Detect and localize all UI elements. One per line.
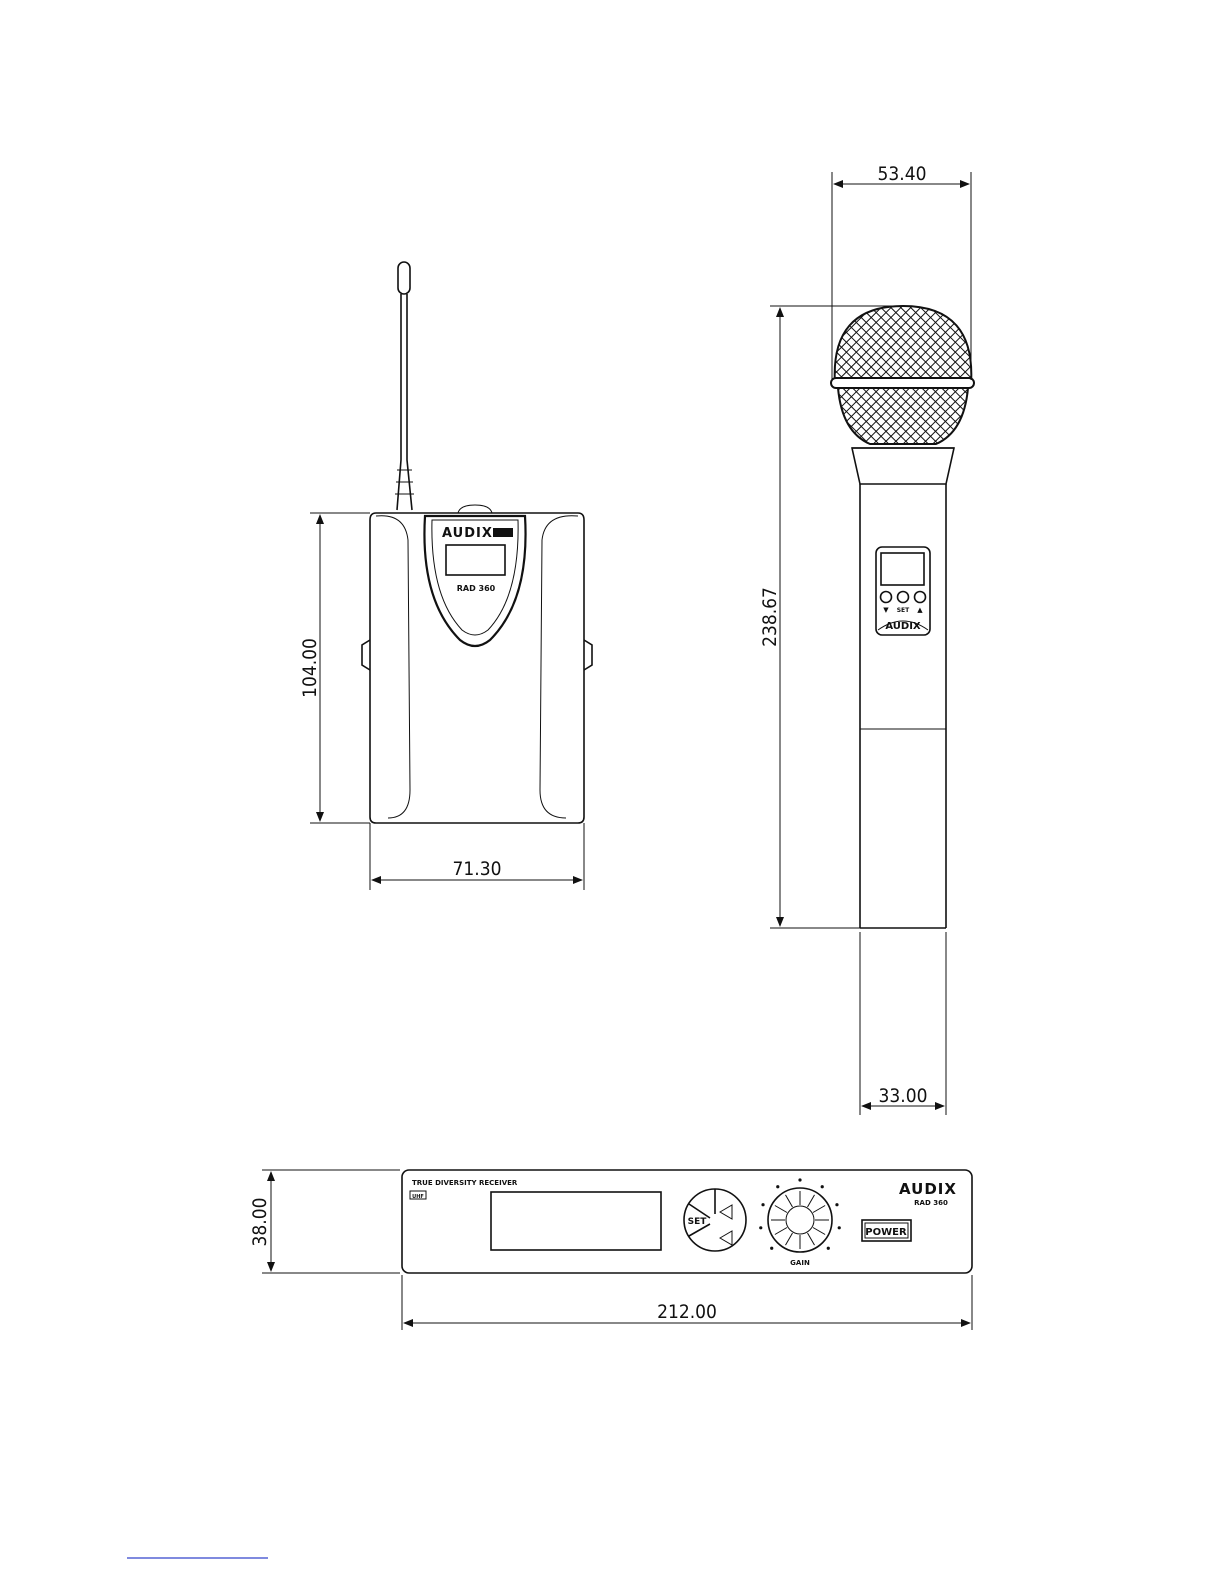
dimension-bodypack-width [370,823,584,890]
gain-scale-dot [761,1203,764,1206]
gain-scale-dot [827,1247,830,1250]
receiver-model: RAD 360 [914,1199,948,1207]
handheld-microphone [831,306,974,928]
mic-set-label: SET [896,607,910,614]
gain-scale-dot [838,1226,841,1229]
knob-rib [808,1195,815,1207]
receiver-gain-knob[interactable] [759,1178,841,1267]
receiver-set-label: SET [687,1217,707,1227]
mic-set-button[interactable] [898,592,909,603]
dimension-receiver-height [249,1170,400,1273]
gain-scale-dot [835,1203,838,1206]
bodypack-model: RAD 360 [456,584,496,593]
bodypack-brand: AUDIX [442,526,493,541]
dimension-receiver-width [402,1275,972,1330]
knob-rib [813,1206,825,1213]
receiver-set-control[interactable] [684,1189,746,1251]
receiver-badge: UHF [412,1194,424,1200]
receiver [402,1170,972,1273]
knob-rib [775,1228,787,1235]
bodypack-display [446,545,505,575]
receiver-height-label: 38.00 [249,1197,271,1247]
mic-brand: AUDIX [885,621,921,632]
knob-rib [808,1233,815,1245]
gain-scale-dot [776,1185,779,1188]
gain-scale-dot [821,1185,824,1188]
knob-rib [813,1228,825,1235]
bodypack-case [370,513,584,823]
knob-rib [786,1195,793,1207]
receiver-brand: AUDIX [899,1180,957,1198]
bodypack-brand-badge [493,528,513,537]
bodypack-width-label: 71.30 [452,858,502,880]
mic-down-button[interactable] [881,592,892,603]
gain-scale-dot [770,1247,773,1250]
mic-width-label: 53.40 [877,163,927,185]
mic-up-button[interactable] [915,592,926,603]
gain-scale-dot [798,1178,801,1181]
knob-rib [775,1206,787,1213]
mic-handle-width-label: 33.00 [878,1085,928,1107]
mic-grille [835,306,972,384]
mic-down-label: ▼ [883,606,889,614]
receiver-title: TRUE DIVERSITY RECEIVER [412,1179,518,1187]
mic-handle [860,484,946,928]
mic-grille-band [831,378,974,388]
dimension-bodypack-height [299,513,370,823]
receiver-width-label: 212.00 [657,1301,717,1323]
gain-scale-dot [759,1226,762,1229]
knob-rib [786,1233,793,1245]
receiver-power-label: POWER [865,1227,907,1238]
mic-height-label: 238.67 [759,587,781,647]
bodypack-height-label: 104.00 [299,638,321,698]
bodypack-transmitter [362,262,592,823]
mic-up-label: ▲ [917,606,923,614]
receiver-gain-label: GAIN [790,1259,810,1267]
receiver-display [491,1192,661,1250]
antenna [395,262,414,510]
dimension-mic-handle-width [860,932,946,1115]
mic-display [881,553,924,585]
